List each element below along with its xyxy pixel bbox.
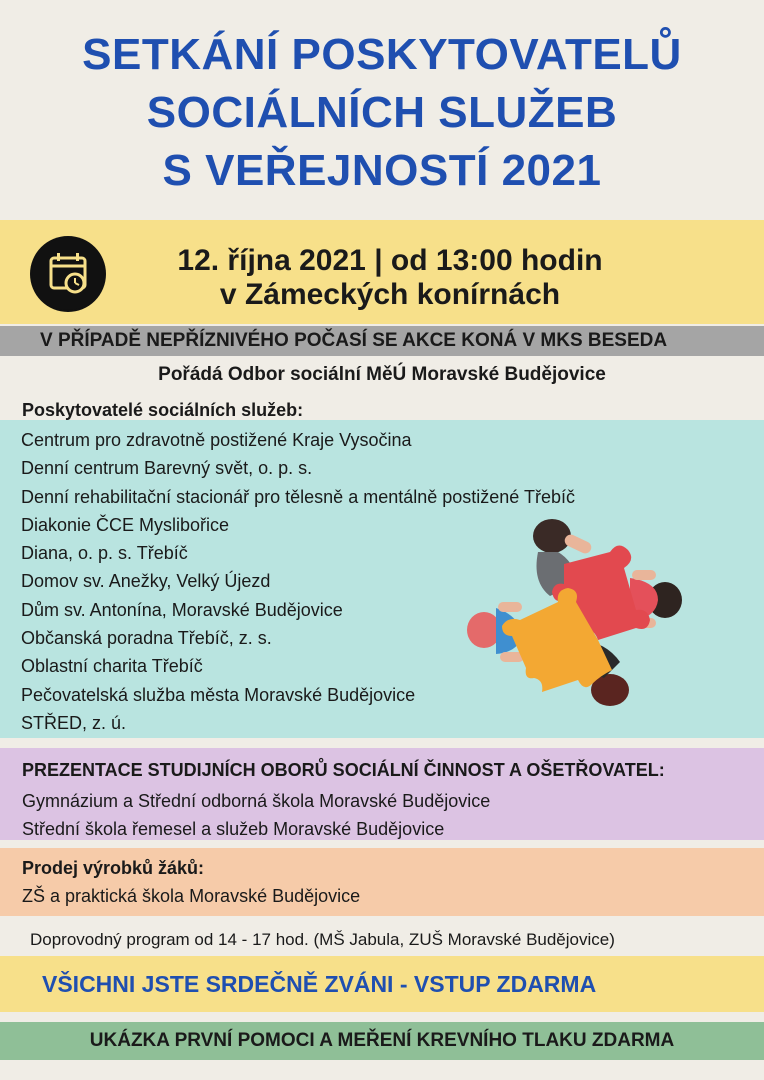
organizer: Pořádá Odbor sociální MěÚ Moravské Budějovice	[158, 364, 606, 385]
list-item: Domov sv. Anežky, Velký Újezd	[21, 571, 271, 592]
list-item: Diana, o. p. s. Třebíč	[21, 543, 188, 564]
list-item: Centrum pro zdravotně postižené Kraje Vysočina	[21, 430, 412, 450]
list-item: Dům sv. Antonína, Moravské Budějovice	[21, 599, 343, 620]
event-date-time: 12. října 2021 | od 13:00 hodin	[177, 244, 603, 277]
providers-heading: Poskytovatelé sociálních služeb:	[22, 400, 304, 420]
study-heading: PREZENTACE STUDIJNÍCH OBORŮ SOCIÁLNÍ ČINNOST A OŠETŘOVATEL:	[22, 760, 665, 780]
list-item: Denní rehabilitační stacionář pro tělesně a mentálně postižené Třebíč	[21, 486, 575, 507]
list-item: STŘED, z. ú.	[21, 712, 127, 733]
first-aid-text: UKÁZKA PRVNÍ POMOCI A MEŘENÍ KREVNÍHO TLAKU ZDARMA	[89, 1030, 675, 1051]
puzzle-people-illustration	[460, 512, 690, 708]
event-venue: v Zámeckých konírnách	[219, 278, 561, 311]
welcome-text: VŠICHNI JSTE SRDEČNĚ ZVÁNI - VSTUP ZDARMA	[42, 971, 597, 997]
list-item: Oblastní charita Třebíč	[21, 656, 203, 677]
welcome-band	[0, 956, 764, 1012]
list-item: Gymnázium a Střední odborná škola Moravské Budějovice	[22, 791, 491, 811]
title-line-2: SOCIÁLNÍCH SLUŽEB	[146, 88, 618, 137]
study-list	[22, 787, 490, 843]
calendar-clock-icon	[30, 236, 106, 312]
list-item: Občanská poradna Třebíč, z. s.	[21, 628, 272, 649]
list-item: Střední škola řemesel a služeb Moravské Budějovice	[22, 819, 445, 839]
page-title	[0, 26, 764, 200]
list-item: Diakonie ČCE Myslibořice	[21, 514, 230, 535]
title-line-1: SETKÁNÍ POSKYTOVATELŮ	[82, 30, 682, 79]
list-item: Denní centrum Barevný svět, o. p. s.	[21, 458, 313, 479]
title-line-3: S VEŘEJNOSTÍ 2021	[162, 146, 602, 195]
sale-heading: Prodej výrobků žáků:	[22, 858, 205, 878]
sale-item: ZŠ a praktická škola Moravské Budějovice	[22, 886, 361, 906]
weather-notice-band	[0, 326, 764, 356]
program-info: Doprovodný program od 14 - 17 hod. (MŠ Jabula, ZUŠ Moravské Budějovice)	[30, 930, 615, 949]
first-aid-band	[0, 1022, 764, 1060]
event-date-venue	[120, 244, 660, 312]
weather-notice: V PŘÍPADĚ NEPŘÍZNIVÉHO POČASÍ SE AKCE KONÁ V MKS BESEDA	[40, 330, 668, 351]
list-item: Pečovatelská služba města Moravské Budějovice	[21, 684, 416, 705]
